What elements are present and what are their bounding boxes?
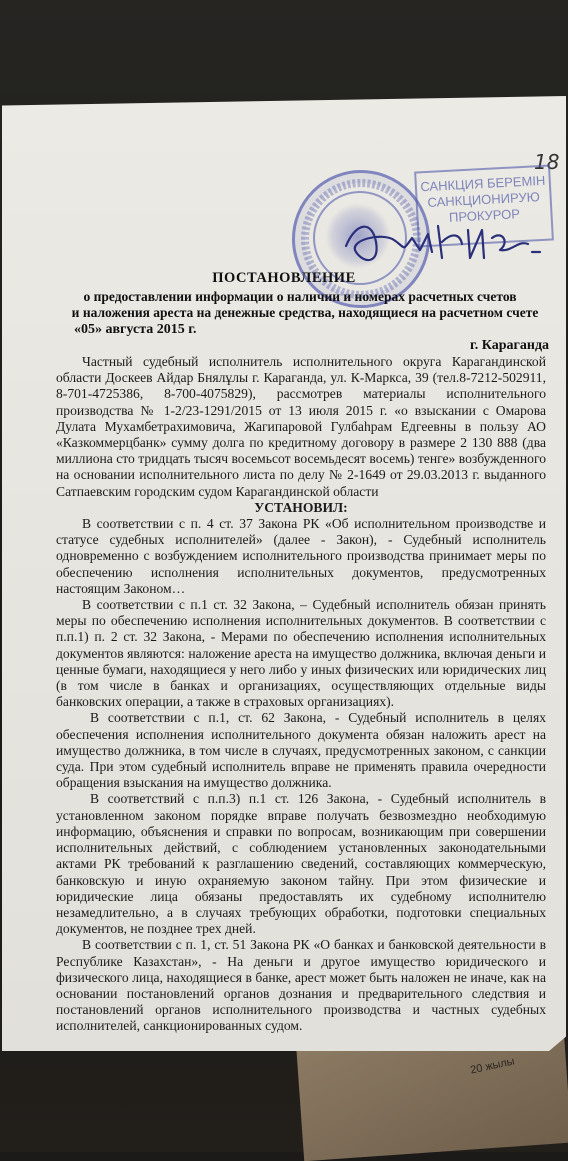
intro-paragraph: Частный судебный исполнитель исполнительного округа Карагандинской области Доскеев Айдар Бнялұлы г. Караганда, ул. К-Маркса, 39 (тел.8-7212-502911, 8-701-4725386, 8-700-4075829), рассмотрев материалы исполнительного производства № 1-2/23-1291/2015 от 13 июля 2015 г. «о взыскании с Омарова Дулата Мухамбетрахимовича, Жагипаровой Гулбаһрам Едгеевны в пользу АО «Казкоммерцбанк» сумму долга по кредитному договору в размере 2 130 888 (два миллиона сто тридцать тысяч восемьсот восемьдесят восемь) тенге» возбужденного на основании исполнительного листа по делу № 2-1649 от 29.03.2013 г. выданного Сатпаевским городским судом Карагандинской области — [56, 354, 546, 499]
cardboard-text: 20 жылы — [469, 1055, 516, 1077]
body-paragraph: В соответствии с п. 4 ст. 37 Закона РК «Об исполнительном производстве и статусе судебных исполнителей» (далее - Закон), - Судебный исполнитель одновременно с возбуждением исполнительного производства принимает меры по обеспечению исполнения исполнительных документов, предусмотренных настоящим Законом… — [56, 516, 546, 596]
body-paragraph: В соответствии с п.1 ст. 32 Закона, – Судебный исполнитель обязан принять меры по обеспечению исполнения исполнительных документов. В соответствии с п.п.1) п. 2 ст. 32 Закона, - Мерами по обеспечению исполнения исполнительных документов являются: наложение ареста на имущество должника, включая деньги и ценные бумаги, находящиеся у него либо у иных физических или юридических лиц (в том числе в банках и организациях, осуществляющих отдельные виды банковских операции, а также в страховых организациях). — [56, 597, 546, 710]
handwritten-signature — [342, 212, 542, 272]
document-title: ПОСТАНОВЛЕНИЕ — [212, 270, 356, 286]
body-paragraph: В соответствии с п.1, ст. 62 Закона, - Судебный исполнитель в целях обеспечения исполнения исполнительного документа обязан наложить арест на имущество должника, в том числе в случаях, предусмотренных законом, с санкции суда. При этом судебный исполнитель вправе не применять правила очередности обращения взыскания на имущество должника. — [56, 710, 546, 791]
document-body — [56, 352, 546, 1035]
document-city: г. Караганда — [470, 338, 550, 353]
body-paragraph: В соответствии с п. 1, ст. 51 Закона РК «О банках и банковской деятельности в Республике Казахстан», - На деньги и другое имущество юридического и физического лица, находящиеся в банке, арест может быть наложен не иначе, как на основании постановлений органов дознания и предварительного следствия и постановлений органов исполнительного производства и частных судебных исполнителей, санкционированных судом. — [56, 937, 546, 1034]
sanction-stamp-line-3: ПРОКУРОР — [448, 206, 521, 225]
sanction-stamp-line-1: САНКЦИЯ БЕРЕМІН — [419, 172, 546, 195]
page-number: 18 — [534, 150, 560, 174]
body-paragraph: В соответствий с п.п.3) п.1 ст. 126 Закона, - Судебный исполнитель в установленном законом порядке вправе получать безвозмездно необходимую информацию, объяснения и справки по вопросам, возникающим при совершении исполнительных действий, с соблюдением установленных законодательными актами РК требований к разглашению сведений, составляющих коммерческую, банковскую и иную охраняемую законом тайну. При этом физические и юридические лица обязаны предоставлять их судебному исполнителю незамедлительно, а в случаях требующих обработки, подготовки специальных документов, не позднее трех дней. — [56, 791, 546, 937]
document-subtitle-line-1: о предоставлении информации о наличии и номерах расчетных счетов — [83, 289, 517, 304]
document-date: «05» августа 2015 г. — [74, 322, 197, 337]
section-heading: УСТАНОВИЛ: — [254, 499, 348, 515]
sanction-stamp-line-2: САНКЦИОНИРУЮ — [427, 189, 541, 210]
document-subtitle-line-2: и наложения ареста на денежные средства, находящиеся на расчетном счете — [71, 305, 539, 320]
